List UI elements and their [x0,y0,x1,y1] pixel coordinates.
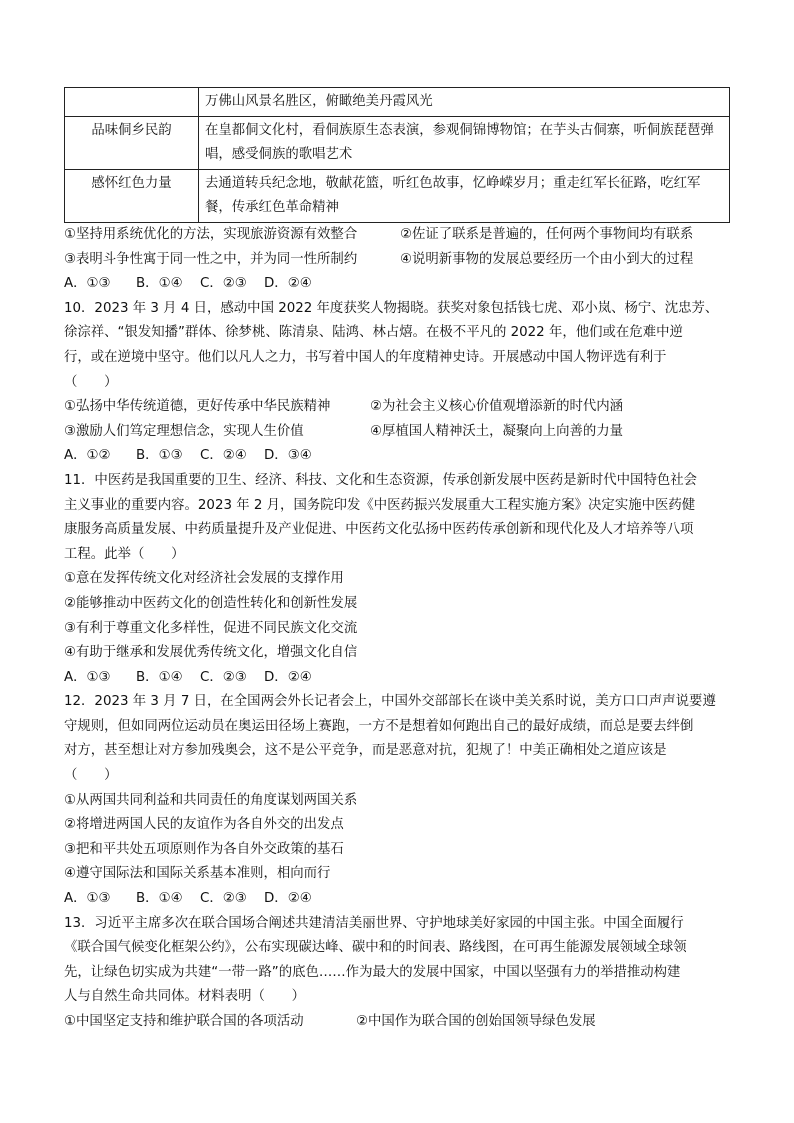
question-text-line: 13．习近平主席多次在联合国场合阐述共建清洁美丽世界、守护地球美好家园的中国主张。中国全面履行 [64,915,684,931]
option: ④有助于继承和发展优秀传统文化，增强文化自信 [64,645,358,661]
answer-choice: D．②④ [264,276,312,292]
option: ①弘扬中华传统道德，更好传承中华民族精神 [64,399,331,415]
option: ③激励人们笃定理想信念，实现人生价值 [64,423,304,439]
answer-choice: B．①④ [136,891,183,907]
answer-choice: B．①④ [136,276,183,292]
answer-choice: D．②④ [264,669,312,685]
table-cell-category: 感怀红色力量 [65,170,199,223]
answer-choices [64,887,730,912]
option: ②为社会主义核心价值观增添新的时代内涵 [370,399,624,415]
answer-choice: A．①③ [64,276,111,292]
answer-choices [64,444,730,469]
option: ③有利于尊重文化多样性，促进不同民族文化交流 [64,620,358,636]
option: ③表明斗争性寓于同一性之中，并为同一性所制约 [64,251,358,267]
option: ④遵守国际法和国际关系基本准则，相向而行 [64,866,331,882]
option: ①从两国共同利益和共同责任的角度谋划两国关系 [64,792,358,808]
question-text-line: 康服务高质量发展、中药质量提升及产业促进、中医药文化弘扬中医药传承创新和现代化及人才培养等八项 [64,522,694,538]
question-11 [64,469,730,690]
answer-choice: D．③④ [264,448,312,464]
table-row [65,88,730,117]
question-text-line: 12．2023 年 3 月 7 日，在全国两会外长记者会上，中国外交部部长在谈中美关系时说，美方口口声声说要遵 [64,694,716,710]
question-text-line: 工程。此举（ ） [64,546,185,562]
table-row [65,117,730,170]
question-10 [64,297,730,469]
question-text-line: （ ） [64,374,118,390]
answer-choice: A．①③ [64,669,111,685]
answer-choice: C．②③ [200,669,247,685]
question-text-line: 先，让绿色切实成为共建“一带一路”的底色……作为最大的发展中国家，中国以坚强有力的举措推动构建 [64,964,681,980]
option: ②能够推动中医药文化的创造性转化和创新性发展 [64,595,358,611]
question-text-line: 主义事业的重要内容。2023 年 2 月，国务院印发《中医药振兴发展重大工程实施方案》决定实施中医药健 [64,497,696,513]
itinerary-table [64,87,730,223]
table-cell-category: 品味侗乡民韵 [65,117,199,170]
option: ②中国作为联合国的创始国领导绿色发展 [356,1014,596,1029]
table-row [65,170,730,223]
question-12 [64,690,730,911]
option: ①坚持用系统优化的方法，实现旅游资源有效整合 [64,227,358,242]
answer-choice: A．①③ [64,891,111,907]
table-cell-content: 在皇都侗文化村，看侗族原生态表演，参观侗锦博物馆；在芋头古侗寨，听侗族琵琶弹唱，感受侗族的歌唱艺术 [199,117,730,170]
answer-choice: B．①③ [136,448,183,464]
option: ①中国坚定支持和维护联合国的各项活动 [64,1014,304,1029]
document-body [64,87,730,1035]
option: ④厚植国人精神沃土，凝聚向上向善的力量 [370,423,624,439]
table-cell-content: 万佛山风景名胜区，俯瞰绝美丹霞风光 [199,88,730,117]
question-text-line: 10．2023 年 3 月 4 日，感动中国 2022 年度获奖人物揭晓。获奖对象包括钱七虎、邓小岚、杨宁、沈忠芳、 [64,300,719,316]
question-13 [64,912,730,1035]
question-text-line: 行，或在逆境中坚守。他们以凡人之力，书写着中国人的年度精神史诗。开展感动中国人物评选有利于 [64,349,667,365]
answer-choice: C．②③ [200,891,247,907]
option: ②将增进两国人民的友谊作为各自外交的出发点 [64,817,344,833]
option: ②佐证了联系是普遍的，任何两个事物间均有联系 [400,227,694,242]
question-text-line: 人与自然生命共同体。材料表明（ ） [64,989,306,1005]
option: ④说明新事物的发展总要经历一个由小到大的过程 [400,251,694,267]
question-text-line: 《联合国气候变化框架公约》，公布实现碳达峰、碳中和的时间表、路线图，在可再生能源发展领域全球领 [64,940,687,956]
table-cell-category [65,88,199,117]
answer-choice: D．②④ [264,891,312,907]
answer-choices [64,666,730,691]
table-cell-content: 去通道转兵纪念地，敬献花篮，听红色故事，忆峥嵘岁月；重走红军长征路，吃红军餐，传承红色革命精神 [199,170,730,223]
answer-choice: C．②④ [200,448,247,464]
question-text-line: （ ） [64,768,118,784]
option: ③把和平共处五项原则作为各自外交政策的基石 [64,841,344,857]
question-text-line: 徐淙祥、“银发知播”群体、徐梦桃、陈清泉、陆鸿、林占熺。在极不平凡的 2022 年，他们或在危难中逆 [64,325,683,341]
answer-choice: A．①② [64,448,111,464]
question-text-line: 对方，甚至想让对方参加残奥会，这不是公平竞争，而是恶意对抗，犯规了！中美正确相处之道应该是 [64,743,667,759]
question-9-options [64,223,730,297]
question-text-line: 守规则，但如同两位运动员在奥运田径场上赛跑，一方不是想着如何跑出自己的最好成绩，而总是要去绊倒 [64,718,694,734]
answer-choice: B．①④ [136,669,183,685]
answer-choices [64,272,730,297]
option: ①意在发挥传统文化对经济社会发展的支撑作用 [64,571,344,587]
answer-choice: C．②③ [200,276,247,292]
question-text-line: 11．中医药是我国重要的卫生、经济、科技、文化和生态资源，传承创新发展中医药是新时代中国特色社会 [64,472,698,488]
